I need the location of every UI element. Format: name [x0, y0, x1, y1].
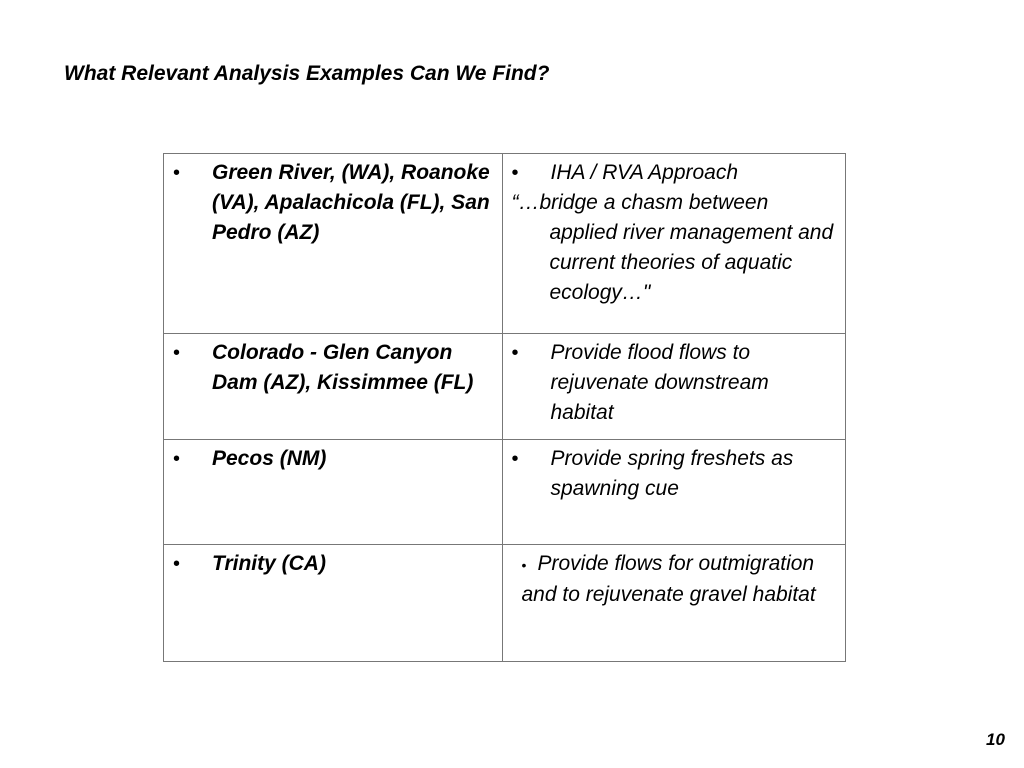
river-cell: [164, 334, 503, 439]
approach-text: Provide flows for outmigration and to rejuvenate gravel habitat: [521, 551, 816, 606]
list-item: [503, 545, 845, 610]
river-names: Colorado - Glen Canyon Dam (AZ), Kissimmee (FL): [212, 341, 474, 395]
list-item: [503, 440, 845, 504]
table-row: [164, 544, 846, 661]
slide-title: What Relevant Analysis Examples Can We Find?: [64, 62, 550, 85]
bullet-icon: •: [173, 447, 181, 470]
list-item: [164, 334, 502, 398]
river-cell: [164, 544, 503, 661]
approach-cell: [503, 334, 846, 439]
river-names: Pecos (NM): [212, 446, 327, 470]
bullet-icon: •: [173, 342, 181, 365]
bullet-icon: •: [173, 552, 181, 575]
list-item: [503, 334, 845, 428]
approach-cell: [503, 544, 846, 661]
table-row: [164, 154, 846, 334]
table-row: [164, 439, 846, 544]
river-names: Green River, (WA), Roanoke (VA), Apalachicola (FL), San Pedro (AZ): [212, 161, 490, 244]
examples-table: [163, 153, 846, 662]
river-names: Trinity (CA): [212, 551, 326, 575]
list-item: [503, 154, 845, 188]
approach-text: Provide flood flows to rejuvenate downstream habitat: [550, 341, 769, 425]
bullet-icon: •: [521, 556, 527, 573]
quote-first-line: “…bridge a chasm between: [511, 191, 769, 214]
quote-continuation: applied river management and current theories of aquatic ecology…": [549, 221, 834, 304]
list-item: [164, 154, 502, 248]
list-item: [164, 440, 502, 474]
bullet-icon: •: [511, 342, 519, 365]
list-item: [164, 545, 502, 579]
river-cell: [164, 154, 503, 334]
table-row: [164, 334, 846, 439]
bullet-icon: •: [173, 162, 181, 184]
approach-cell: [503, 439, 846, 544]
bullet-icon: •: [511, 162, 519, 184]
river-cell: [164, 439, 503, 544]
approach-text: Provide spring freshets as spawning cue: [550, 446, 794, 500]
approach-quote: [503, 188, 845, 308]
approach-text: IHA / RVA Approach: [550, 161, 739, 184]
bullet-icon: •: [511, 447, 519, 470]
page-number: 10: [986, 730, 1005, 749]
approach-cell: [503, 154, 846, 334]
